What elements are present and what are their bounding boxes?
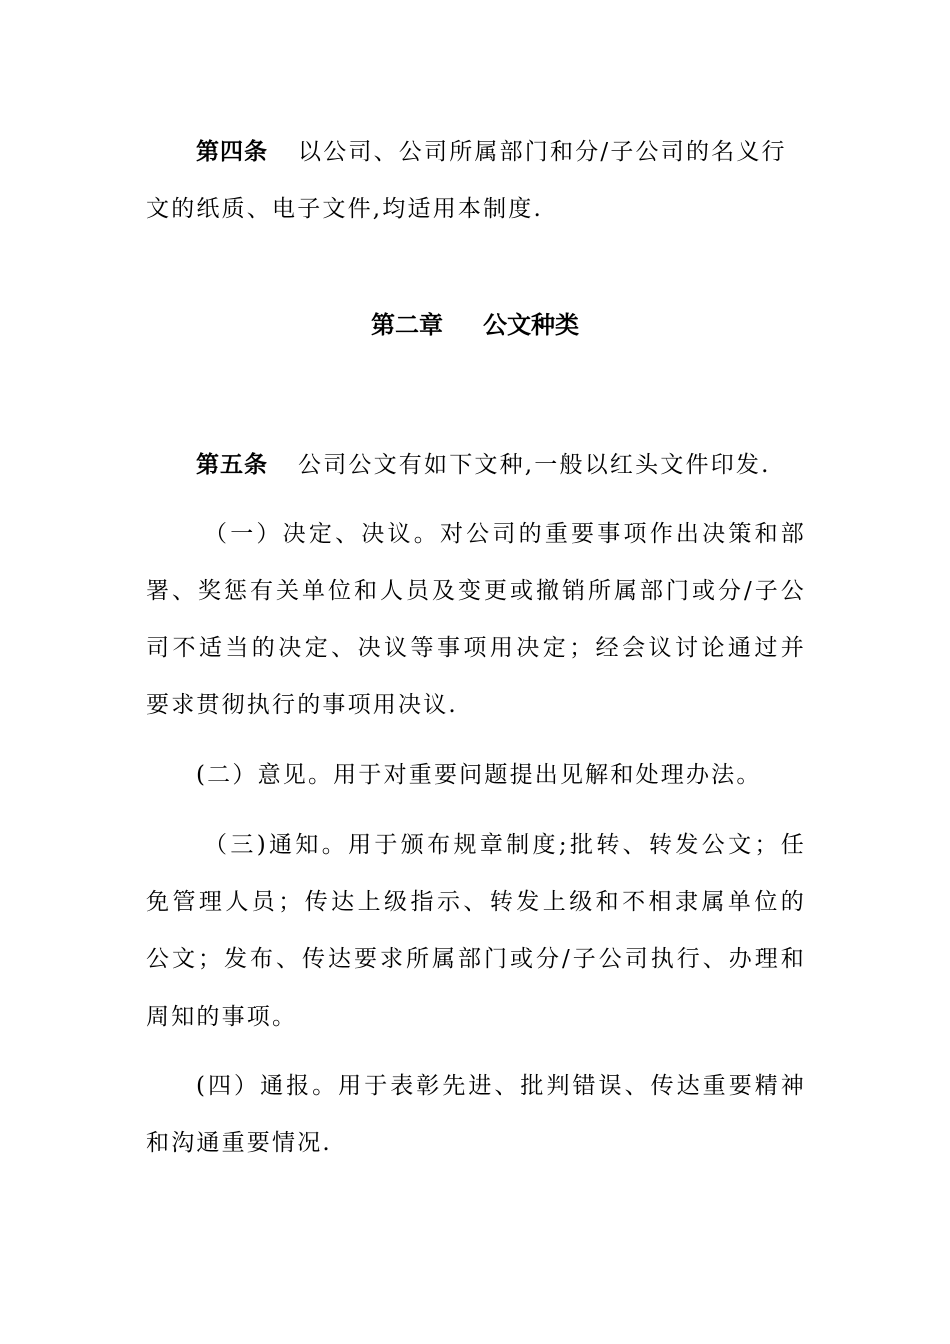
item3-line2: 免管理人员；传达上级指示、转发上级和不相隶属单位的 bbox=[146, 889, 806, 915]
article5-line bbox=[196, 450, 806, 480]
article4-line1 bbox=[196, 137, 806, 167]
item1-line1: （一）决定、决议。对公司的重要事项作出决策和部 bbox=[204, 521, 806, 547]
article4-line2: 文的纸质、电子文件,均适用本制度. bbox=[146, 196, 544, 222]
chapter-heading bbox=[0, 310, 950, 340]
item1-line3: 司不适当的决定、决议等事项用决定；经会议讨论通过并 bbox=[146, 635, 806, 661]
chapter-title: 公文种类 bbox=[483, 310, 579, 339]
item3-line1: （三)通知。用于颁布规章制度;批转、转发公文；任 bbox=[204, 832, 806, 858]
article4-label: 第四条 bbox=[196, 138, 268, 165]
item1-line2: 署、奖惩有关单位和人员及变更或撤销所属部门或分/子公 bbox=[146, 578, 806, 604]
article4-text-1: 以公司、公司所属部门和分/子公司的名义行 bbox=[298, 139, 787, 165]
item3-line4: 周知的事项。 bbox=[146, 1004, 298, 1030]
item4-line2: 和沟通重要情况. bbox=[146, 1130, 332, 1156]
article5-text: 公司公文有如下文种,一般以红头文件印发. bbox=[298, 452, 771, 478]
item1-line4: 要求贯彻执行的事项用决议. bbox=[146, 692, 458, 718]
item2-line1: (二）意见。用于对重要问题提出见解和处理办法。 bbox=[196, 762, 762, 788]
item3-line3: 公文；发布、传达要求所属部门或分/子公司执行、办理和 bbox=[146, 946, 806, 972]
item4-line1: (四）通报。用于表彰先进、批判错误、传达重要精神 bbox=[196, 1073, 806, 1099]
chapter-number: 第二章 bbox=[371, 310, 443, 339]
article5-label: 第五条 bbox=[196, 451, 268, 478]
